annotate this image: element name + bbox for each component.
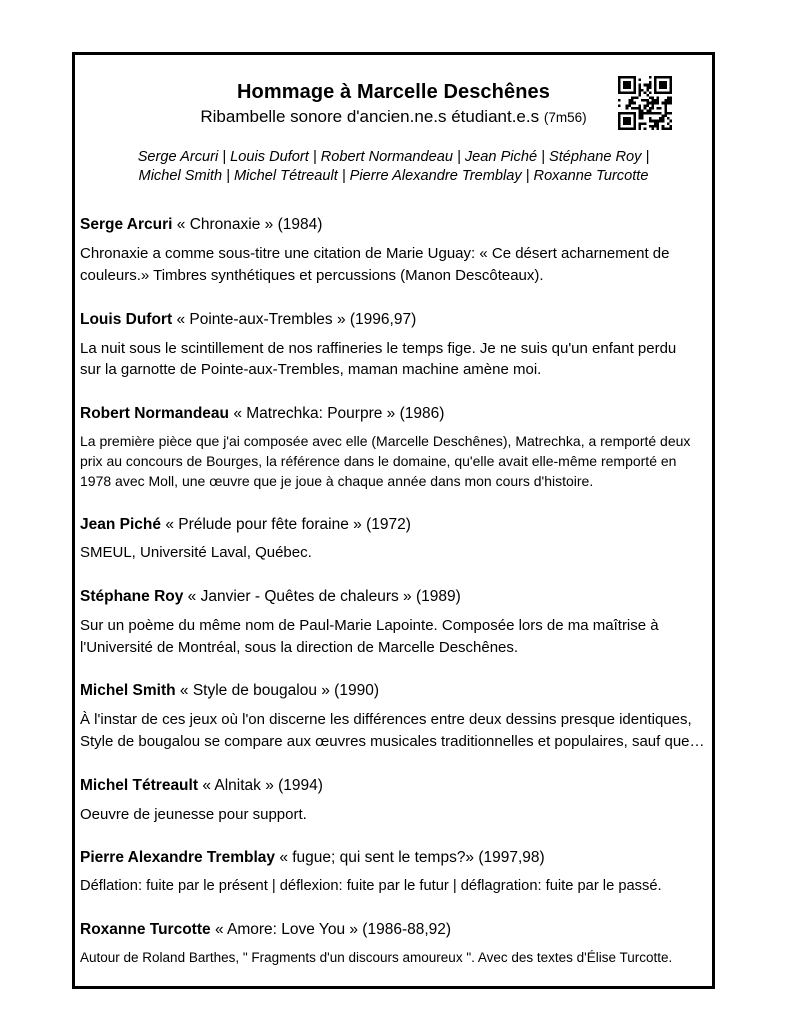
work-description: La première pièce que j'ai composée avec elle (Marcelle Deschênes), Matrechka, a remporté deux prix au concours de Bourges, la référence dans le domaine, qu'elle avait elle-même remporté en 1978 avec Moll, une œuvre que je joue à chaque année dans mon cours d'histoire. <box>80 432 691 489</box>
work-title: « Matrechka: Pourpre » (1986) <box>233 405 445 423</box>
program-entry <box>80 777 706 826</box>
entry-heading <box>80 405 706 423</box>
work-description: SMEUL, Université Laval, Québec. <box>80 544 312 562</box>
entry-heading <box>80 516 706 534</box>
work-description: Déflation: fuite par le présent | déflexion: fuite par le futur | déflagration: fuite par le passé. <box>80 878 662 895</box>
page-title: Hommage à Marcelle Deschênes <box>237 81 550 103</box>
composer-name: Michel Smith <box>80 682 176 700</box>
work-description: Oeuvre de jeunesse pour support. <box>80 805 307 823</box>
program-entry <box>80 849 706 897</box>
entry-heading <box>80 311 706 329</box>
entry-heading <box>80 921 706 939</box>
program-entries <box>75 216 712 967</box>
work-title: « Pointe-aux-Trembles » (1996,97) <box>176 310 417 328</box>
program-entry <box>80 405 706 491</box>
composer-name: Michel Tétreault <box>80 776 198 794</box>
program-entry <box>80 682 706 752</box>
composer-name: Roxanne Turcotte <box>80 921 211 939</box>
artist-list <box>75 148 712 185</box>
program-entry <box>80 311 706 381</box>
work-description: Sur un poème du même nom de Paul-Marie Lapointe. Composée lors de ma maîtrise à l'Université de Montréal, sous la direction de Marcelle Deschênes. <box>80 616 659 656</box>
entry-heading <box>80 777 706 795</box>
program-entry <box>80 216 706 286</box>
work-title: « Chronaxie » (1984) <box>176 216 323 234</box>
work-title: « Alnitak » (1994) <box>202 776 323 794</box>
composer-name: Louis Dufort <box>80 310 173 328</box>
work-description: La nuit sous le scintillement de nos raffineries le temps fige. Je ne suis qu'un enfant perdu sur la garnotte de Pointe-aux-Trembles, maman machine amène moi. <box>80 339 677 379</box>
program-entry <box>80 921 706 967</box>
page-subtitle <box>75 107 712 127</box>
composer-name: Robert Normandeau <box>80 405 229 423</box>
artist-list-line2: Michel Smith | Michel Tétreault | Pierre Alexandre Tremblay | Roxanne Turcotte <box>138 167 649 184</box>
program-entry <box>80 516 706 565</box>
composer-name: Jean Piché <box>80 515 161 533</box>
work-title: « Janvier - Quêtes de chaleurs » (1989) <box>187 588 461 606</box>
composer-name: Pierre Alexandre Tremblay <box>80 849 275 867</box>
work-title: « Style de bougalou » (1990) <box>179 682 379 700</box>
duration-label: (7m56) <box>543 110 587 125</box>
work-title: « Prélude pour fête foraine » (1972) <box>165 515 411 533</box>
artist-list-line1: Serge Arcuri | Louis Dufort | Robert Normandeau | Jean Piché | Stéphane Roy | <box>137 149 650 166</box>
work-description: Chronaxie a comme sous-titre une citation de Marie Uguay: « Ce désert acharnement de couleurs.» Timbres synthétiques et percussions (Manon Descôteaux). <box>80 245 670 285</box>
entry-heading <box>80 588 706 606</box>
work-title: « fugue; qui sent le temps?» (1997,98) <box>279 849 545 867</box>
entry-heading <box>80 216 706 234</box>
composer-name: Serge Arcuri <box>80 216 173 234</box>
document-header <box>75 55 712 185</box>
program-sheet <box>72 52 715 989</box>
composer-name: Stéphane Roy <box>80 588 184 606</box>
work-title: « Amore: Love You » (1986-88,92) <box>214 921 452 939</box>
program-entry <box>80 588 706 658</box>
subtitle-text: Ribambelle sonore d'ancien.ne.s étudiant.e.s <box>200 107 540 126</box>
entry-heading <box>80 682 706 700</box>
entry-heading <box>80 849 706 867</box>
work-description: Autour de Roland Barthes, " Fragments d'un discours amoureux ". Avec des textes d'Élise Turcotte. <box>80 950 673 966</box>
work-description: À l'instar de ces jeux où l'on discerne les différences entre deux dessins presque identiques, Style de bougalou se compare aux œuvres musicales traditionnelles et populaires, sauf que… <box>80 711 705 750</box>
qr-code-icon <box>618 76 672 130</box>
